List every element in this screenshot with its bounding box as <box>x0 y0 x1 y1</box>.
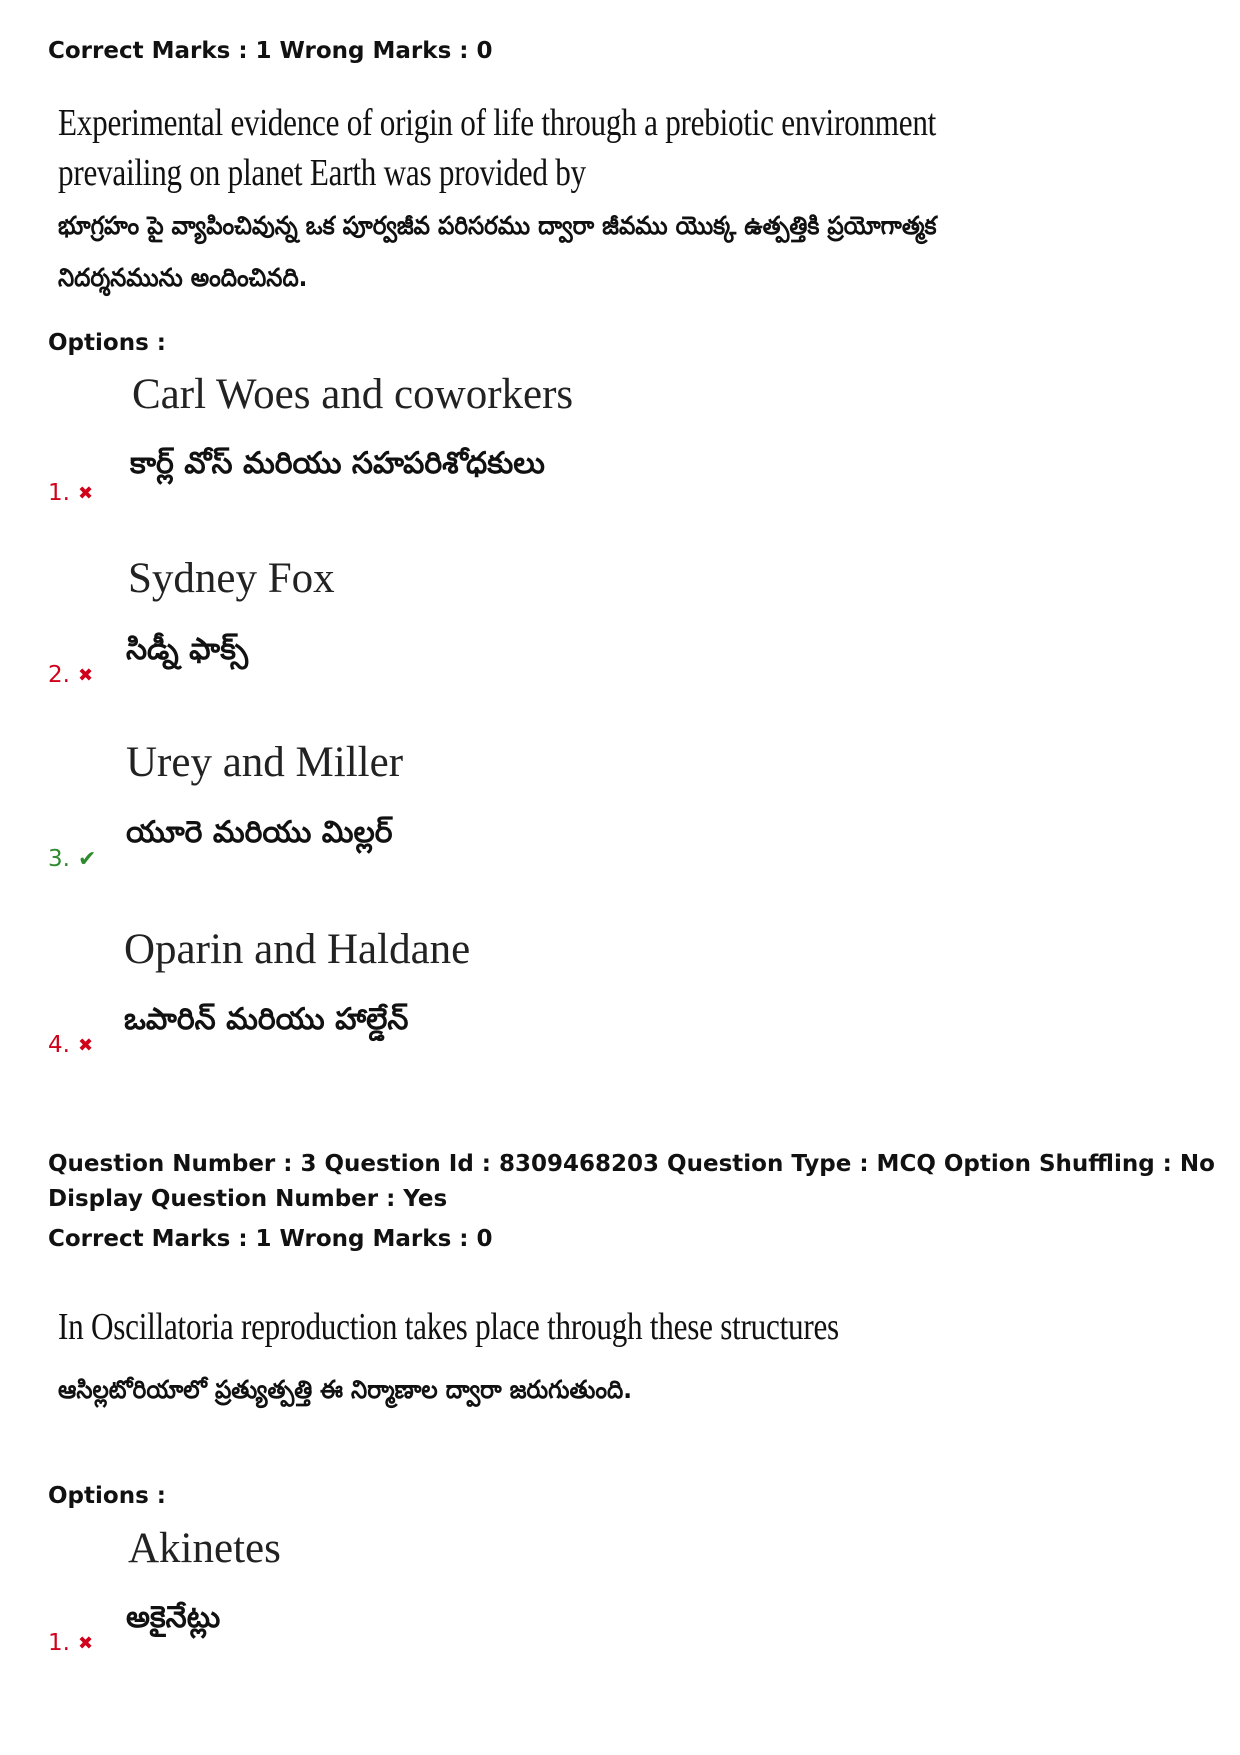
q2-marks: Correct Marks : 1 Wrong Marks : 0 <box>48 38 493 64</box>
q3-header: Question Number : 3 Question Id : 8309468203 Question Type : MCQ Option Shuffling : No <box>48 1151 1215 1177</box>
q3-display-number: Display Question Number : Yes <box>48 1186 448 1212</box>
q3-question-image <box>58 1302 1010 1416</box>
q2-option-4-label: 4. <box>48 1032 70 1058</box>
q2-option-1-text-en: Carl Woes and coworkers <box>132 371 574 418</box>
q2-options-label: Options : <box>48 330 166 356</box>
q2-option-2-number <box>48 662 93 688</box>
q3-marks: Correct Marks : 1 Wrong Marks : 0 <box>48 1226 493 1252</box>
q2-question-text-en: Experimental evidence of origin of life through a prebiotic environment prevailing on planet Earth was provided by <box>58 102 937 194</box>
q2-option-1-label: 1. <box>48 480 70 506</box>
q2-question-image <box>58 98 1129 304</box>
q2-option-4-text-te: ఒపారిన్ మరియు హాల్డేన్ <box>124 1002 409 1037</box>
cross-icon: ✖ <box>77 1034 94 1056</box>
q2-option-1-text-te: కార్ల్ వోస్ మరియు సహపరిశోధకులు <box>130 446 545 481</box>
q2-option-3-text-en: Urey and Miller <box>126 739 404 786</box>
q2-option-4-number <box>48 1032 93 1058</box>
q3-options-label: Options : <box>48 1483 166 1509</box>
q2-option-2-text-te: సిడ్నీ ఫాక్స్ <box>126 632 249 667</box>
check-icon: ✔ <box>77 846 97 872</box>
q3-question-text-te: ఆసిల్లటోరియాలో ప్రత్యుత్పత్తి ఈ నిర్మాణాల ద్వారా జరుగుతుంది. <box>58 1375 632 1404</box>
q2-option-4-text-en: Oparin and Haldane <box>124 926 471 973</box>
q3-option-1-text-te: అకైనేట్లు <box>126 1600 221 1635</box>
q3-option-1-number <box>48 1630 93 1656</box>
q2-option-2-label: 2. <box>48 662 70 688</box>
cross-icon: ✖ <box>77 664 94 686</box>
q2-question-text-te: భూగ్రహం పై వ్యాపించివున్న ఒక పూర్వజీవ పరిసరము ద్వారా జీవము యొక్క ఉత్పత్తికి ప్రయోగాత్మక నిదర్శనమును అందించినది. <box>58 211 937 292</box>
cross-icon: ✖ <box>77 1632 94 1654</box>
q2-option-1-number <box>48 480 93 506</box>
q3-question-text-en: In Oscillatoria reproduction takes place through these structures <box>58 1306 839 1348</box>
q3-option-1-label: 1. <box>48 1630 70 1656</box>
cross-icon: ✖ <box>77 482 94 504</box>
q3-option-1-text-en: Akinetes <box>128 1525 281 1572</box>
q2-option-3-label: 3. <box>48 846 70 872</box>
q2-option-2-text-en: Sydney Fox <box>128 555 335 602</box>
q2-option-3-number <box>48 846 96 872</box>
q2-option-3-text-te: యూరె మరియు మిల్లర్ <box>126 815 393 850</box>
